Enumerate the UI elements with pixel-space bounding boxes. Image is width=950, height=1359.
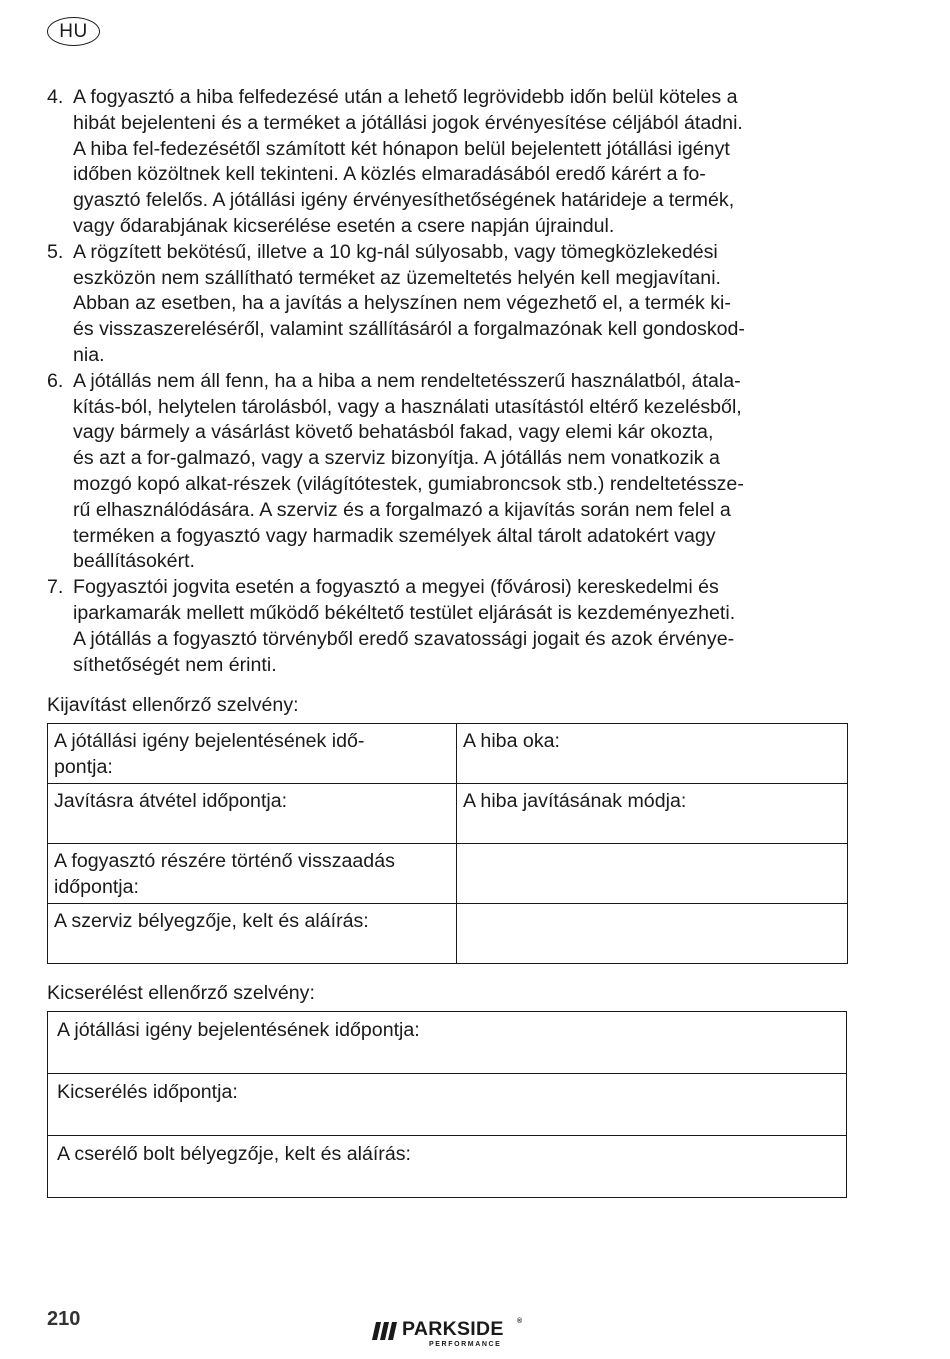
table-row	[48, 1074, 847, 1136]
table-row	[48, 784, 848, 844]
table-cell: A jótállási igény bejelentésének idő- pontja:	[48, 724, 457, 784]
table-row	[48, 1136, 847, 1198]
item-text: A jótállás nem áll fenn, ha a hiba a nem rendeltetésszerű használatból, átala- kítás-ból, helytelen tárolásból, vagy a használati utasítástól eltérő kezelésből, vagy bármely a vásárlást követő behatásból fakad, vagy elemi kár okozta, és azt a for-galmazó, vagy a szerviz bizonyítja. A jótállás nem vonatkozik a mozgó kopó alkat-részek (világítótestek, gumiabroncsok stb.) rendeltetéssze- rű elhasználódására. A szerviz és a forgalmazó a kijavítás során nem felel a terméken a fogyasztó vagy harmadik személyek által tárolt adatokért vagy beállításokért.	[73, 369, 744, 573]
item-text: A rögzített bekötésű, illetve a 10 kg-nál súlyosabb, vagy tömegközlekedési eszközön nem szállítható terméket az üzemeltetés helyén kell megjavítani. Abban az esetben, ha a javítás a helyszínen nem végezhető el, a termék ki- és visszaszereléséről, valamint szállításáról a forgalmazónak kell gondoskod- nia.	[73, 240, 745, 366]
table-cell	[457, 844, 848, 904]
brand-subtitle: PERFORMANCE	[429, 1341, 502, 1348]
list-item	[47, 575, 847, 678]
table-cell: A fogyasztó részére történő visszaadás időpontja:	[48, 844, 457, 904]
table-cell: A hiba oka:	[457, 724, 848, 784]
brand-name: PARKSIDE	[402, 1318, 504, 1340]
language-code: HU	[59, 20, 88, 42]
table-cell: A jótállási igény bejelentésének időpontja:	[48, 1012, 847, 1074]
warranty-terms-list	[47, 85, 847, 678]
table-cell	[457, 904, 848, 964]
list-item	[47, 369, 847, 575]
table-cell: Kicserélés időpontja:	[48, 1074, 847, 1136]
brand-logo	[372, 1318, 524, 1354]
item-text: A fogyasztó a hiba felfedezésé után a lehető legrövidebb időn belül köteles a hibát bejelenteni és a terméket a jótállási jogok érvényesítése céljából átadni. A hiba fel-fedezésétől számított két hónapon belül bejelentett jótállási igényt időben közöltnek kell tekinteni. A közlés elmaradásából eredő kárért a fo- gyasztó felelős. A jótállási igény érvényesíthetőségének határideje a termék, vagy ődarabjának kicserélése esetén a csere napján újraindul.	[73, 86, 743, 237]
table-cell: A cserélő bolt bélyegzője, kelt és aláírás:	[48, 1136, 847, 1198]
table-row	[48, 844, 848, 904]
item-number: 4.	[47, 86, 64, 108]
exchange-coupon-table	[47, 1011, 847, 1198]
item-number: 7.	[47, 576, 64, 599]
brand-registered-mark: ®	[517, 1318, 523, 1325]
repair-coupon-title: Kijavítást ellenőrző szelvény:	[47, 694, 299, 716]
page-number: 210	[47, 1308, 81, 1330]
repair-coupon-table	[47, 723, 848, 964]
table-row	[48, 1012, 847, 1074]
table-cell: A hiba javításának módja:	[457, 784, 848, 844]
brand-stripes-icon	[372, 1322, 398, 1340]
item-number: 6.	[47, 369, 64, 392]
list-item	[47, 240, 847, 369]
list-item	[47, 85, 847, 240]
language-badge	[47, 17, 100, 46]
table-row	[48, 904, 848, 964]
table-cell: A szerviz bélyegzője, kelt és aláírás:	[48, 904, 457, 964]
table-cell: Javításra átvétel időpontja:	[48, 784, 457, 844]
exchange-coupon-title: Kicserélést ellenőrző szelvény:	[47, 982, 315, 1004]
item-text: Fogyasztói jogvita esetén a fogyasztó a megyei (fővárosi) kereskedelmi és iparkamarák mellett működő békéltető testület eljárását is kezdeményezheti. A jótállás a fogyasztó törvényből eredő szavatossági jogait és azok érvénye- síthetőségét nem érinti.	[73, 576, 736, 676]
table-row	[48, 724, 848, 784]
item-number: 5.	[47, 240, 64, 263]
